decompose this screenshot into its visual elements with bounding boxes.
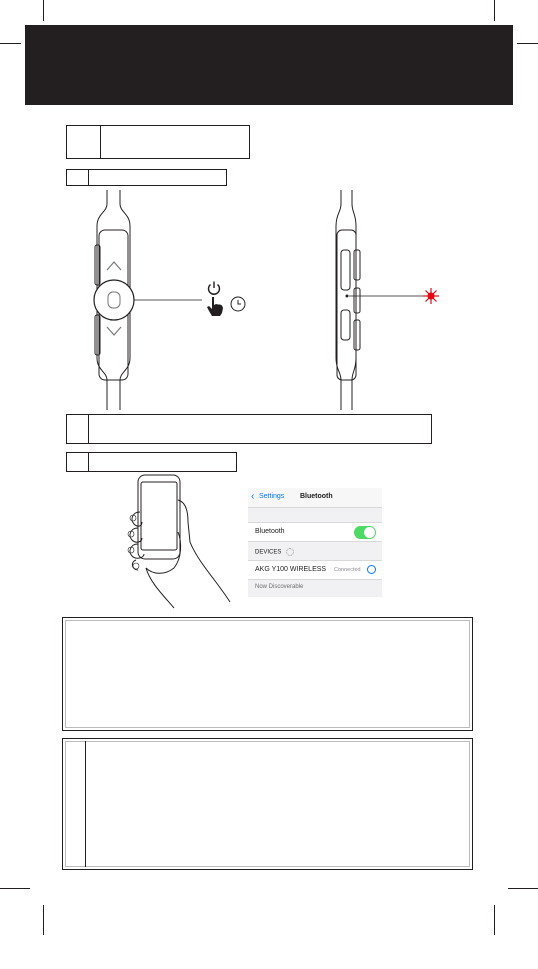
device-status: Connected (334, 567, 361, 573)
device-row[interactable] (248, 560, 382, 580)
phone-in-hand-illustration (112, 472, 247, 612)
step-number-cell (67, 453, 89, 471)
bluetooth-row-label: Bluetooth (255, 528, 285, 535)
crop-mark (0, 43, 21, 44)
step-bar-power-on (66, 169, 227, 186)
toggle-knob (364, 527, 375, 538)
crop-mark (43, 905, 44, 935)
hand-press-icon (206, 296, 228, 316)
section-number-cell (67, 126, 101, 158)
clock-icon (230, 296, 246, 312)
device-name: AKG Y100 WIRELESS (255, 566, 327, 573)
led-red-flash-icon (423, 288, 439, 304)
step-number-cell (67, 415, 89, 443)
step-box-pairing (66, 414, 432, 444)
crop-mark (517, 43, 538, 44)
chevron-left-icon[interactable]: ‹ (251, 491, 255, 502)
bluetooth-toggle-row (248, 522, 382, 542)
header-band (25, 25, 513, 105)
discoverable-text: Now Discoverable (255, 584, 304, 590)
step-bar-connect (66, 452, 237, 472)
crop-mark (508, 888, 538, 889)
crop-mark (0, 888, 30, 889)
nav-bar (248, 488, 382, 508)
back-button[interactable]: Settings (259, 493, 285, 500)
screen-title: Bluetooth (300, 493, 333, 500)
chevron-up-icon (107, 262, 121, 270)
chevron-down-icon (107, 327, 121, 335)
devices-header (255, 548, 294, 556)
step-number-cell (67, 170, 89, 185)
info-box-inner-frame (65, 741, 470, 867)
power-icon (206, 280, 222, 296)
bluetooth-toggle[interactable] (354, 526, 376, 539)
info-box (62, 738, 473, 870)
spinner-icon (286, 548, 294, 556)
note-box (62, 617, 473, 731)
devices-header-label: DEVICES (255, 549, 282, 556)
bluetooth-settings-screen (248, 488, 382, 597)
info-icon[interactable] (367, 565, 376, 574)
crop-mark (43, 0, 44, 21)
info-box-number-column (85, 741, 86, 867)
note-box-inner-frame (65, 620, 470, 728)
crop-mark (494, 905, 495, 935)
section-heading-box (66, 125, 250, 159)
crop-mark (494, 0, 495, 21)
